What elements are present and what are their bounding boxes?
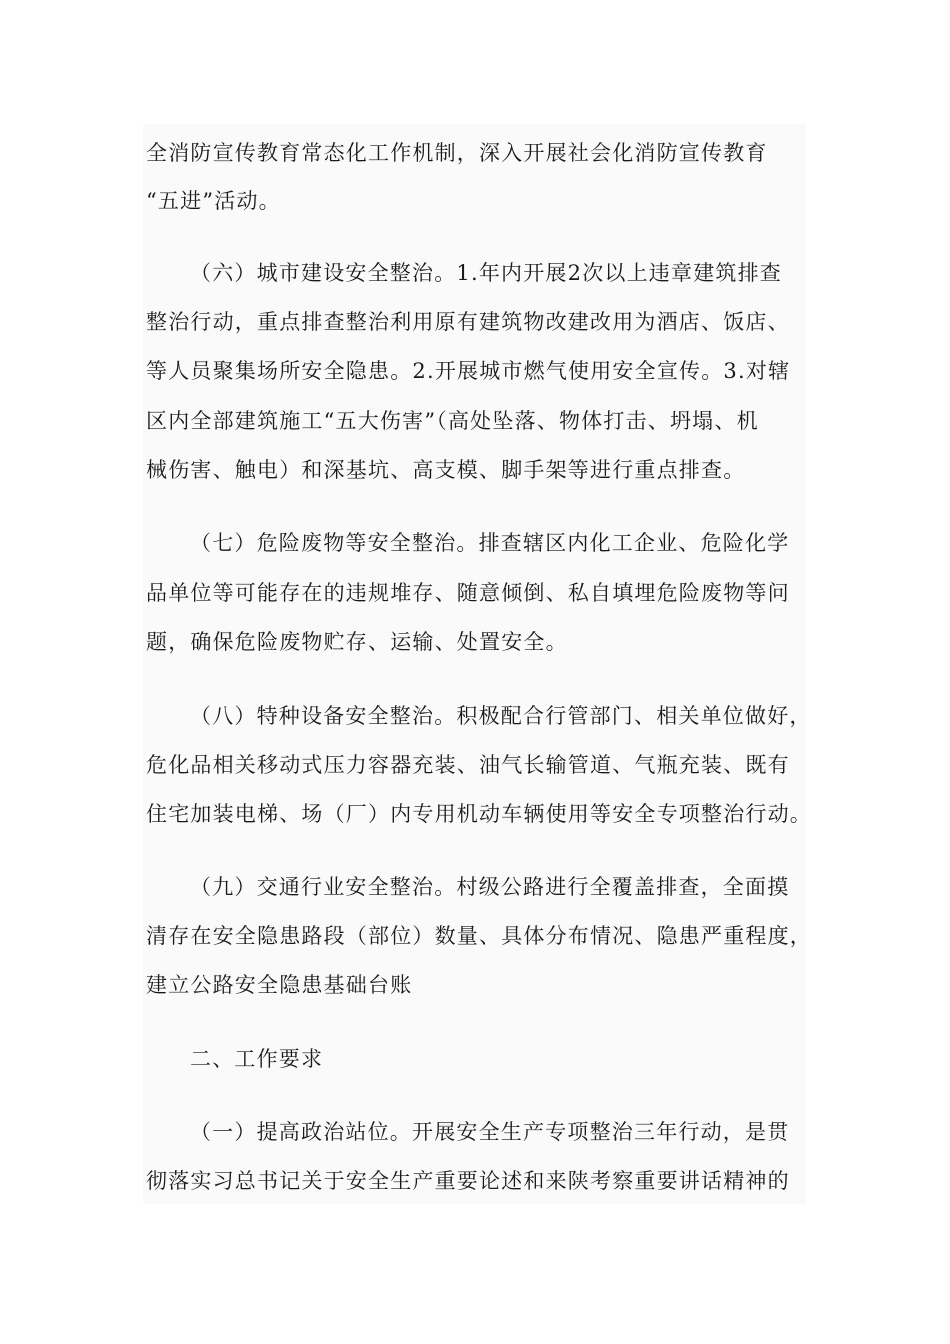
paragraph-line: （九）交通行业安全整治。村级公路进行全覆盖排查，全面摸: [190, 875, 790, 899]
paragraph-line: 械伤害、触电）和深基坑、高支模、脚手架等进行重点排查。: [146, 458, 746, 482]
paragraph-line: 区内全部建筑施工“五大伤害”（高处坠落、物体打击、坍塌、机: [146, 409, 759, 433]
paragraph-line: 清存在安全隐患路段（部位）数量、具体分布情况、隐患严重程度，: [146, 924, 812, 948]
paragraph-line: 全消防宣传教育常态化工作机制，深入开展社会化消防宣传教育: [146, 141, 768, 165]
paragraph-line: “五进”活动。: [146, 189, 281, 213]
paragraph-line: 品单位等可能存在的违规堆存、随意倾倒、私自填埋危险废物等问: [146, 581, 790, 605]
paragraph-line: 题，确保危险废物贮存、运输、处置安全。: [146, 630, 568, 654]
paragraph-line: 住宅加装电梯、场（厂）内专用机动车辆使用等安全专项整治行动。: [146, 802, 812, 826]
section-heading: 二、工作要求: [190, 1047, 324, 1071]
paragraph-line: 等人员聚集场所安全隐患。2.开展城市燃气使用安全宣传。3.对辖: [146, 359, 791, 383]
paragraph-line: （八）特种设备安全整治。积极配合行管部门、相关单位做好，: [190, 704, 812, 728]
paragraph-line: 彻落实习总书记关于安全生产重要论述和来陕考察重要讲话精神的: [146, 1169, 790, 1193]
paragraph-line: 建立公路安全隐患基础台账: [146, 973, 413, 997]
paragraph-line: （六）城市建设安全整治。1.年内开展2次以上违章建筑排查: [190, 261, 782, 285]
paragraph-line: 危化品相关移动式压力容器充装、油气长输管道、气瓶充装、既有: [146, 753, 790, 777]
paragraph-line: （七）危险废物等安全整治。排查辖区内化工企业、危险化学: [190, 531, 790, 555]
paragraph-line: （一）提高政治站位。开展安全生产专项整治三年行动，是贯: [190, 1120, 790, 1144]
paragraph-line: 整治行动，重点排查整治利用原有建筑物改建改用为酒店、饭店、: [146, 310, 790, 334]
